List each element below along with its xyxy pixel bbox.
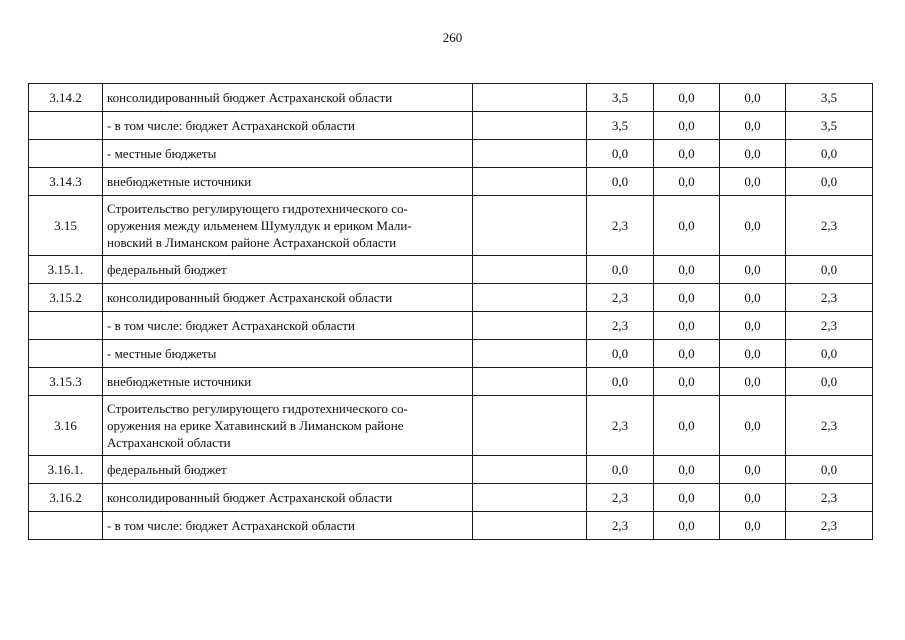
value-cell-v3: 0,0 — [720, 284, 786, 312]
value-cell-v2: 0,0 — [654, 456, 720, 484]
value-cell-v4: 0,0 — [786, 168, 873, 196]
value-cell-v1: 2,3 — [587, 312, 654, 340]
value-cell-v1: 2,3 — [587, 284, 654, 312]
item-name-line: оружения между ильменем Шумулдук и ериком Мали- — [107, 218, 412, 233]
item-name-cell — [103, 284, 473, 312]
item-name-line: - местные бюджеты — [107, 146, 217, 161]
item-number-cell: 3.16 — [29, 396, 103, 456]
value-cell-v3: 0,0 — [720, 512, 786, 540]
value-cell-v2: 0,0 — [654, 84, 720, 112]
item-name-cell — [103, 484, 473, 512]
empty-cell — [473, 284, 587, 312]
table-row — [29, 484, 873, 512]
value-cell-v4: 2,3 — [786, 484, 873, 512]
table-body — [29, 84, 873, 540]
value-cell-v4: 3,5 — [786, 112, 873, 140]
table-row — [29, 84, 873, 112]
table-row — [29, 112, 873, 140]
empty-cell — [473, 256, 587, 284]
empty-cell — [473, 368, 587, 396]
item-number-cell: 3.15.3 — [29, 368, 103, 396]
value-cell-v1: 0,0 — [587, 256, 654, 284]
item-name-line: - в том числе: бюджет Астраханской области — [107, 518, 355, 533]
value-cell-v3: 0,0 — [720, 484, 786, 512]
item-name-line: Строительство регулирующего гидротехнического со- — [107, 201, 408, 216]
value-cell-v1: 2,3 — [587, 196, 654, 256]
value-cell-v1: 3,5 — [587, 84, 654, 112]
item-name-cell — [103, 368, 473, 396]
item-name-line: Строительство регулирующего гидротехнического со- — [107, 401, 408, 416]
value-cell-v3: 0,0 — [720, 196, 786, 256]
item-number-cell: 3.15.1. — [29, 256, 103, 284]
item-name-cell — [103, 196, 473, 256]
table-row — [29, 396, 873, 456]
value-cell-v3: 0,0 — [720, 312, 786, 340]
page-number: 260 — [442, 30, 463, 45]
value-cell-v1: 0,0 — [587, 340, 654, 368]
value-cell-v3: 0,0 — [720, 84, 786, 112]
value-cell-v4: 0,0 — [786, 256, 873, 284]
item-name-line: консолидированный бюджет Астраханской области — [107, 90, 393, 105]
empty-cell — [473, 512, 587, 540]
item-name-cell — [103, 84, 473, 112]
value-cell-v4: 2,3 — [786, 512, 873, 540]
item-name-cell — [103, 340, 473, 368]
value-cell-v1: 0,0 — [587, 456, 654, 484]
item-name-line: - в том числе: бюджет Астраханской области — [107, 118, 355, 133]
item-name-cell — [103, 140, 473, 168]
value-cell-v1: 2,3 — [587, 484, 654, 512]
value-cell-v1: 0,0 — [587, 368, 654, 396]
item-name-line: оружения на ерике Хатавинский в Лиманском районе — [107, 418, 404, 433]
value-cell-v2: 0,0 — [654, 396, 720, 456]
value-cell-v4: 0,0 — [786, 340, 873, 368]
empty-cell — [473, 196, 587, 256]
table-row — [29, 312, 873, 340]
empty-cell — [473, 456, 587, 484]
table-row — [29, 256, 873, 284]
value-cell-v4: 0,0 — [786, 140, 873, 168]
value-cell-v4: 3,5 — [786, 84, 873, 112]
value-cell-v2: 0,0 — [654, 284, 720, 312]
empty-cell — [473, 168, 587, 196]
budget-table — [28, 83, 873, 540]
item-name-line: внебюджетные источники — [107, 174, 252, 189]
value-cell-v4: 2,3 — [786, 284, 873, 312]
empty-cell — [473, 312, 587, 340]
value-cell-v1: 0,0 — [587, 140, 654, 168]
value-cell-v1: 3,5 — [587, 112, 654, 140]
item-name-line: федеральный бюджет — [107, 462, 227, 477]
item-name-cell — [103, 256, 473, 284]
item-name-line: внебюджетные источники — [107, 374, 252, 389]
value-cell-v2: 0,0 — [654, 368, 720, 396]
item-number-cell: 3.16.1. — [29, 456, 103, 484]
item-name-line: Астраханской области — [107, 435, 231, 450]
table-row — [29, 140, 873, 168]
value-cell-v3: 0,0 — [720, 368, 786, 396]
empty-cell — [473, 84, 587, 112]
value-cell-v2: 0,0 — [654, 340, 720, 368]
value-cell-v1: 2,3 — [587, 512, 654, 540]
empty-cell — [473, 112, 587, 140]
item-name-cell — [103, 456, 473, 484]
value-cell-v3: 0,0 — [720, 456, 786, 484]
value-cell-v2: 0,0 — [654, 196, 720, 256]
value-cell-v2: 0,0 — [654, 512, 720, 540]
table-row — [29, 512, 873, 540]
value-cell-v3: 0,0 — [720, 140, 786, 168]
item-name-cell — [103, 396, 473, 456]
empty-cell — [473, 340, 587, 368]
value-cell-v1: 2,3 — [587, 396, 654, 456]
value-cell-v1: 0,0 — [587, 168, 654, 196]
item-name-line: - в том числе: бюджет Астраханской области — [107, 318, 355, 333]
item-number-cell — [29, 140, 103, 168]
item-name-line: консолидированный бюджет Астраханской области — [107, 290, 393, 305]
item-number-cell: 3.15 — [29, 196, 103, 256]
item-number-cell — [29, 340, 103, 368]
value-cell-v2: 0,0 — [654, 112, 720, 140]
value-cell-v4: 2,3 — [786, 396, 873, 456]
table-row — [29, 340, 873, 368]
item-number-cell: 3.15.2 — [29, 284, 103, 312]
item-name-line: федеральный бюджет — [107, 262, 227, 277]
table-row — [29, 196, 873, 256]
item-name-line: консолидированный бюджет Астраханской области — [107, 490, 393, 505]
value-cell-v2: 0,0 — [654, 484, 720, 512]
value-cell-v4: 0,0 — [786, 456, 873, 484]
value-cell-v4: 0,0 — [786, 368, 873, 396]
table-row — [29, 284, 873, 312]
table-row — [29, 368, 873, 396]
item-number-cell — [29, 512, 103, 540]
item-name-cell — [103, 512, 473, 540]
value-cell-v3: 0,0 — [720, 256, 786, 284]
table-row — [29, 168, 873, 196]
value-cell-v2: 0,0 — [654, 256, 720, 284]
value-cell-v3: 0,0 — [720, 340, 786, 368]
item-name-cell — [103, 112, 473, 140]
item-name-cell — [103, 312, 473, 340]
item-number-cell: 3.14.3 — [29, 168, 103, 196]
empty-cell — [473, 484, 587, 512]
item-name-line: новский в Лиманском районе Астраханской области — [107, 235, 397, 250]
value-cell-v2: 0,0 — [654, 168, 720, 196]
value-cell-v2: 0,0 — [654, 140, 720, 168]
empty-cell — [473, 396, 587, 456]
value-cell-v3: 0,0 — [720, 396, 786, 456]
value-cell-v3: 0,0 — [720, 168, 786, 196]
value-cell-v2: 0,0 — [654, 312, 720, 340]
item-number-cell — [29, 312, 103, 340]
item-number-cell: 3.16.2 — [29, 484, 103, 512]
value-cell-v4: 2,3 — [786, 312, 873, 340]
item-name-cell — [103, 168, 473, 196]
value-cell-v3: 0,0 — [720, 112, 786, 140]
item-name-line: - местные бюджеты — [107, 346, 217, 361]
table-row — [29, 456, 873, 484]
item-number-cell: 3.14.2 — [29, 84, 103, 112]
empty-cell — [473, 140, 587, 168]
value-cell-v4: 2,3 — [786, 196, 873, 256]
item-number-cell — [29, 112, 103, 140]
